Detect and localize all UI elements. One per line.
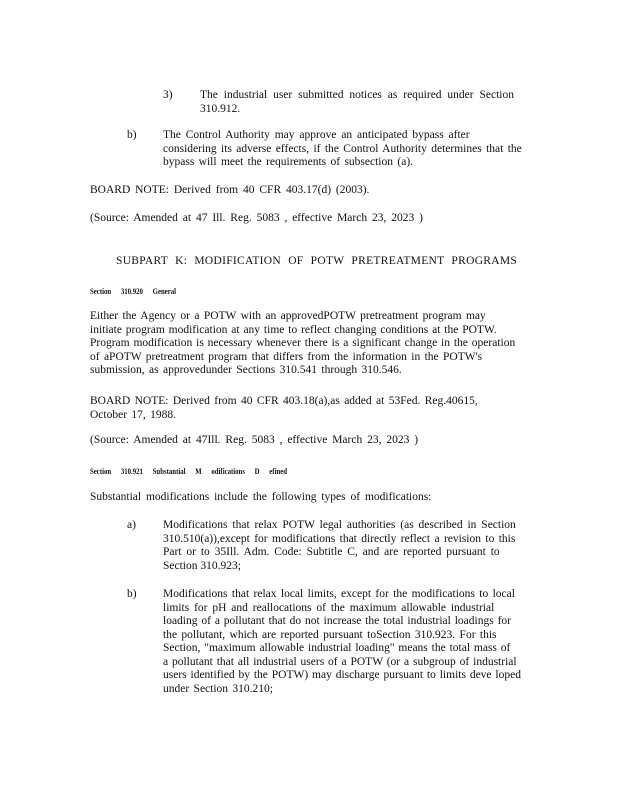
text-line: BOARD NOTE: Derived from 40 CFR 403.17(d) (2003). xyxy=(90,184,370,196)
text-line: Either the Agency or a POTW with an approvedPOTW pretreatment program may xyxy=(90,310,486,322)
text-line: 310.510(a)),except for modifications that directly reflect a revision to this xyxy=(163,532,516,545)
text-line: SUBPART K: MODIFICATION OF POTW PRETREATMENT PROGRAMS xyxy=(116,255,518,267)
list-item-text xyxy=(163,129,533,170)
list-marker: b) xyxy=(127,129,137,141)
list-marker: b) xyxy=(127,588,137,600)
text-line: of aPOTW pretreatment program that differs from the information in the POTW's xyxy=(90,350,483,363)
text-line: submission, as approvedunder Sections 310.541 through 310.546. xyxy=(90,364,402,376)
text-line: 310.912. xyxy=(200,102,241,115)
section-heading: Section 310.920 General xyxy=(90,286,177,296)
list-item-text xyxy=(200,89,530,116)
source-note xyxy=(90,434,418,448)
text-line: Substantial modifications include the following types of modifications: xyxy=(90,491,432,503)
text-line: October 17, 1988. xyxy=(90,408,177,421)
text-line: Part or to 35Ill. Adm. Code: Subtitle C, and are reported pursuant to xyxy=(163,546,500,558)
paragraph xyxy=(90,491,431,505)
text-line: initiate program modification at any time to reflect changing conditions at the POTW. xyxy=(90,323,497,336)
text-line: Modifications that relax POTW legal authorities (as described in Section xyxy=(163,519,516,531)
text-line: (Source: Amended at 47 Ill. Reg. 5083 , effective March 23, 2023 ) xyxy=(90,212,423,224)
text-line: Section, "maximum allowable industrial loading" means the total mass of xyxy=(163,642,511,654)
text-line: BOARD NOTE: Derived from 40 CFR 403.18(a),as added at 53Fed. Reg.40615, xyxy=(90,395,478,407)
text-line: under Section 310.210; xyxy=(163,682,273,695)
text-line: Section 310.923; xyxy=(163,559,241,572)
text-line: limits for pH and reallocations of the maximum allowable industrial xyxy=(163,601,495,614)
board-note xyxy=(90,184,369,198)
board-note xyxy=(90,395,530,422)
text-line: bypass will meet the requirements of subsection (a). xyxy=(163,156,414,168)
text-line: considering its adverse effects, if the Control Authority determines that the xyxy=(163,142,522,155)
text-line: The Control Authority may approve an anticipated bypass after xyxy=(163,129,470,141)
list-marker: 3) xyxy=(163,89,173,101)
text-line: users identified by the POTW) may discharge pursuant to limits deve loped xyxy=(163,669,521,681)
section-heading: Section 310.921 Substantial M odifications D efined xyxy=(90,466,288,476)
list-item-text xyxy=(163,519,533,573)
text-line: Program modification is necessary whenever there is a significant change in the operation xyxy=(90,337,516,349)
text-line: (Source: Amended at 47Ill. Reg. 5083 , effective March 23, 2023 ) xyxy=(90,434,419,446)
paragraph xyxy=(90,310,530,378)
list-item-text xyxy=(163,588,533,696)
text-line: loading of a pollutant that do not increase the total industrial loadings for xyxy=(163,615,511,627)
subpart-heading xyxy=(116,255,517,269)
text-line: the pollutant, which are reported pursuant toSection 310.923. For this xyxy=(163,628,497,641)
text-line: The industrial user submitted notices as required under Section xyxy=(200,89,514,101)
list-marker: a) xyxy=(127,519,136,531)
source-note xyxy=(90,212,423,226)
text-line: a pollutant that all industrial users of a POTW (or a subgroup of industrial xyxy=(163,655,517,668)
text-line: Modifications that relax local limits, except for the modifications to local xyxy=(163,588,515,600)
